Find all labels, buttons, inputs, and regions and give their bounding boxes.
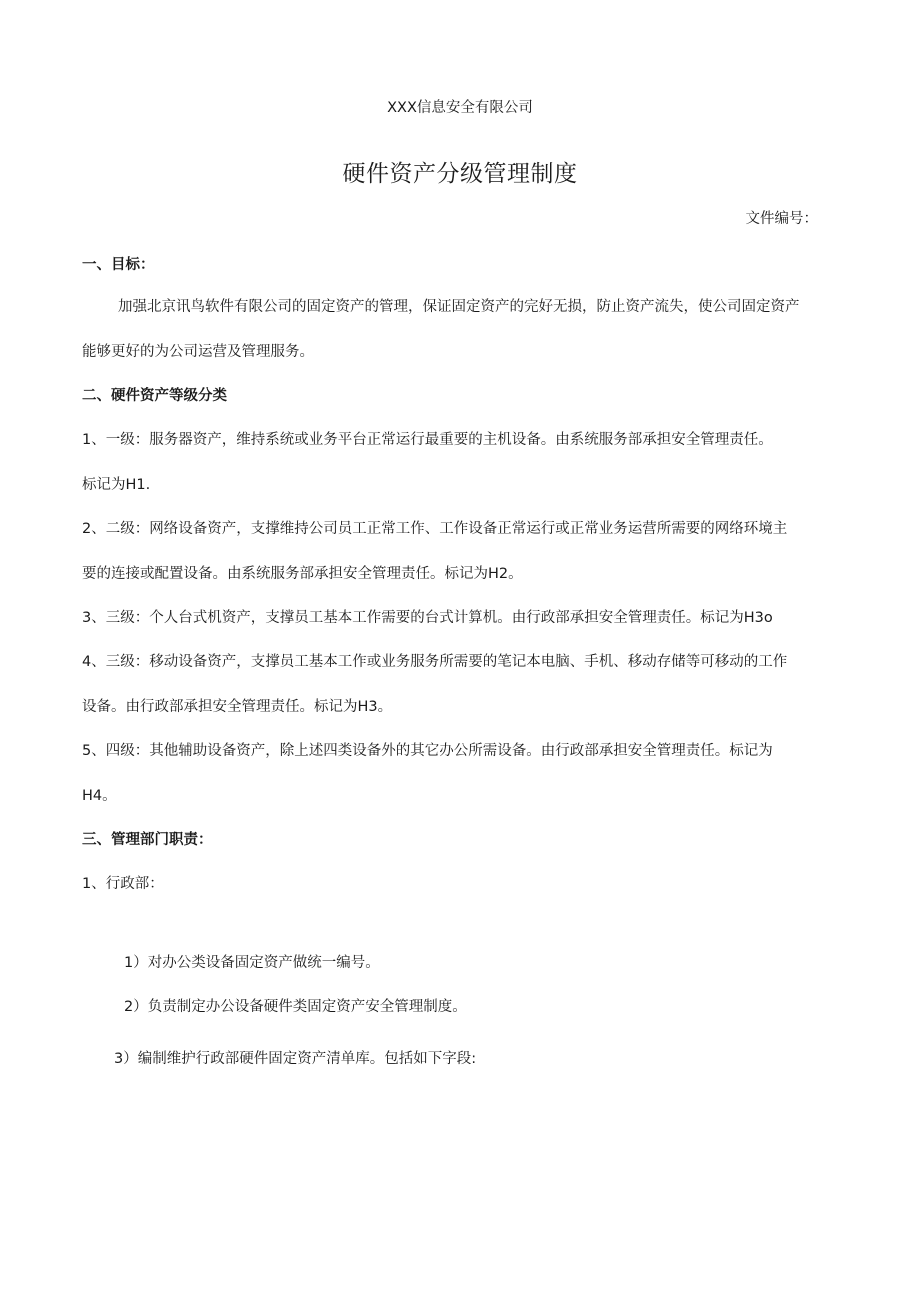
section-1-paragraph-line-2: 能够更好的为公司运营及管理服务。 — [82, 344, 314, 360]
duty-item-1: 1）对办公类设备固定资产做统一编号。 — [124, 955, 380, 971]
asset-level-2-line-2: 要的连接或配置设备。由系统服务部承担安全管理责任。标记为H2。 — [82, 566, 523, 582]
document-title: 硬件资产分级管理制度 — [342, 161, 578, 187]
asset-level-3-mobile-line-2: 设备。由行政部承担安全管理责任。标记为H3。 — [82, 699, 393, 715]
asset-level-4-line-2: H4。 — [82, 788, 117, 804]
doc-number-label: 文件编号： — [745, 211, 818, 227]
duty-item-3: 3）编制维护行政部硬件固定资产清单库。包括如下字段: — [114, 1051, 477, 1067]
section-3-heading: 三、管理部门职责： — [82, 832, 213, 848]
asset-level-1-line-2: 标记为H1. — [82, 477, 151, 493]
asset-level-1-line-1: 1、一级：服务器资产，维持系统或业务平台正常运行最重要的主机设备。由系统服务部承担安全管理责任。 — [82, 432, 773, 448]
asset-level-2-line-1: 2、二级：网络设备资产，支撑维持公司员工正常工作、工作设备正常运行或正常业务运营所需要的网络环境主 — [82, 521, 788, 537]
section-1-heading: 一、目标： — [82, 257, 155, 273]
duty-item-2: 2）负责制定办公设备硬件类固定资产安全管理制度。 — [124, 999, 467, 1015]
section-2-heading: 二、硬件资产等级分类 — [82, 388, 227, 404]
section-1-paragraph-line-1: 加强北京讯鸟软件有限公司的固定资产的管理，保证固定资产的完好无损，防止资产流失，使公司固定资产 — [118, 299, 800, 315]
asset-level-3-desktop: 3、三级：个人台式机资产，支撑员工基本工作需要的台式计算机。由行政部承担安全管理责任。标记为H3o — [82, 610, 773, 626]
admin-dept-heading: 1、行政部： — [82, 876, 164, 892]
company-name: XXX信息安全有限公司 — [387, 100, 533, 116]
asset-level-3-mobile-line-1: 4、三级：移动设备资产，支撑员工基本工作或业务服务所需要的笔记本电脑、手机、移动存储等可移动的工作 — [82, 654, 788, 670]
asset-level-4-line-1: 5、四级：其他辅助设备资产，除上述四类设备外的其它办公所需设备。由行政部承担安全管理责任。标记为 — [82, 743, 773, 759]
